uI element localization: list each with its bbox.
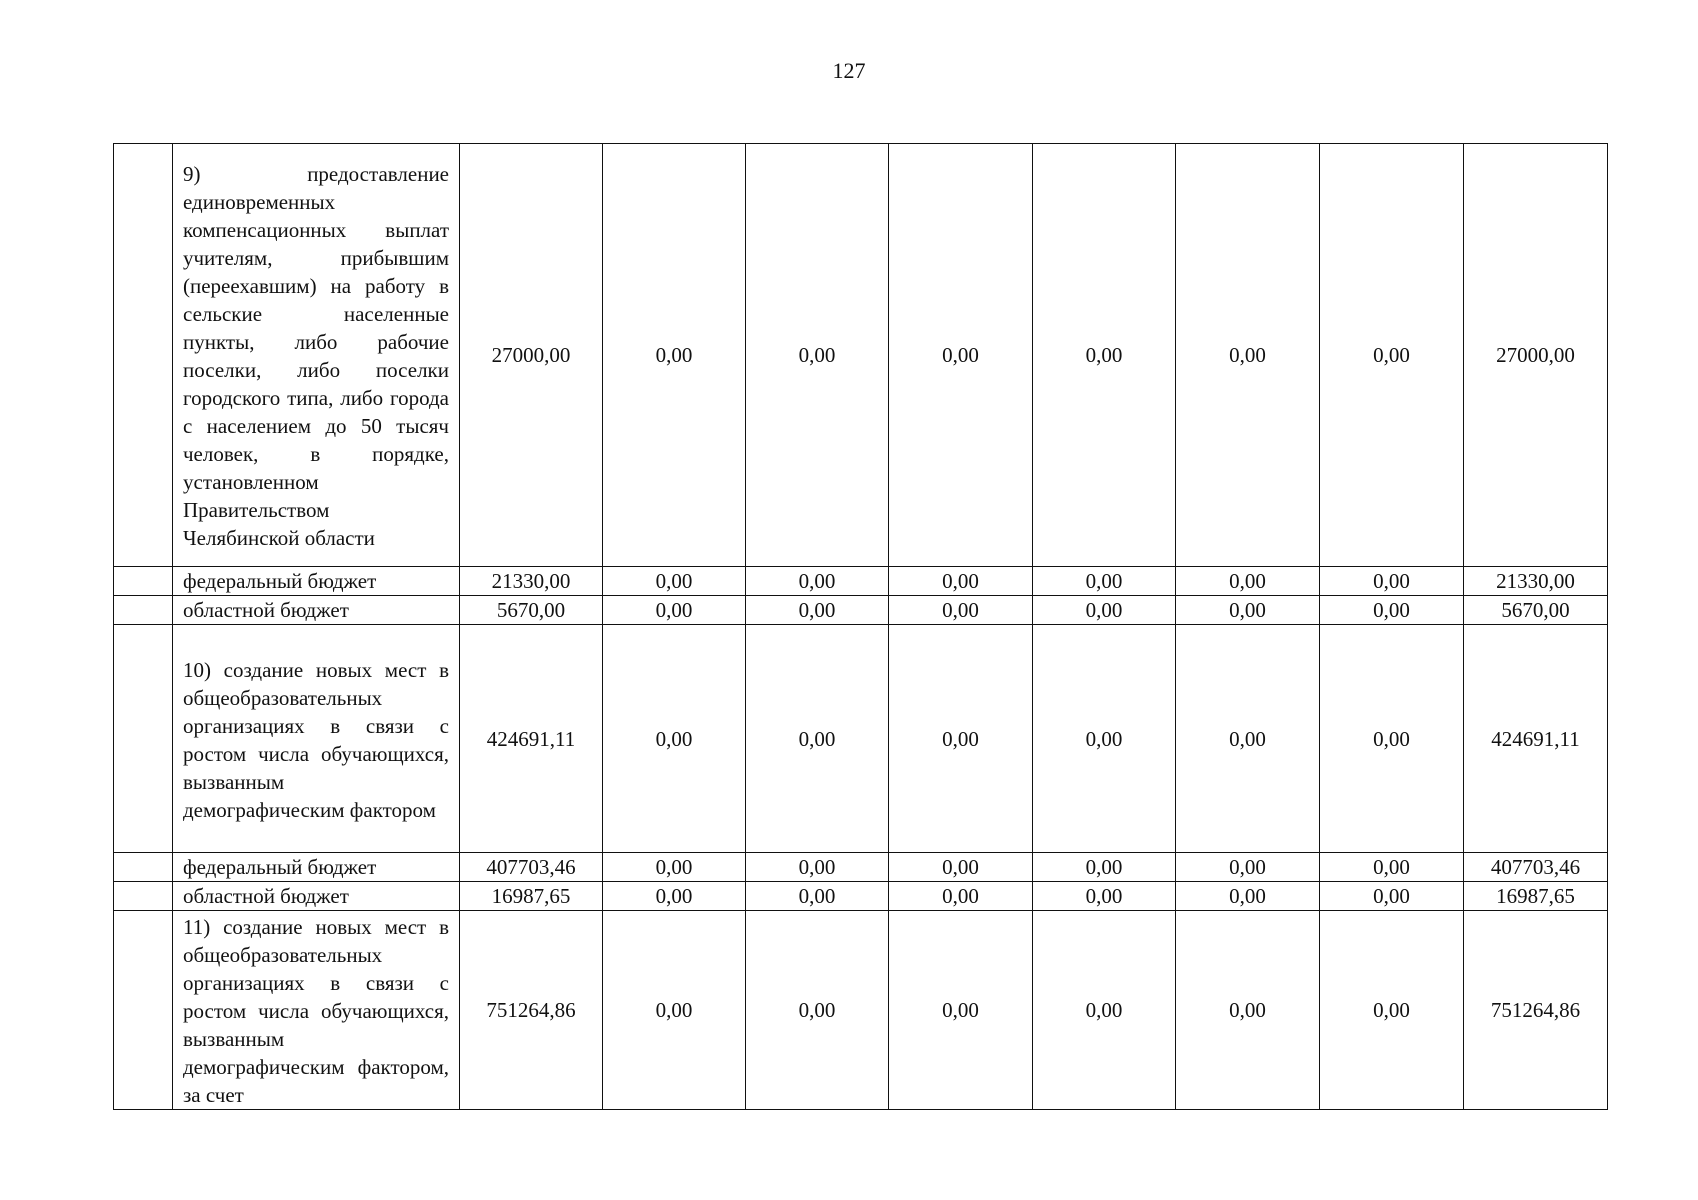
value-cell: 0,00 [746, 911, 889, 1110]
row-description-text: 10) создание новых мест в общеобразовательных организациях в связи с ростом числа обучающихся, вызванным демографическим фактором [183, 657, 449, 822]
total-cell: 21330,00 [1464, 567, 1608, 596]
value-cell: 0,00 [1033, 853, 1176, 882]
value-cell: 0,00 [603, 625, 746, 853]
total-cell: 5670,00 [1464, 596, 1608, 625]
budget-table [113, 143, 1608, 1110]
value-cell: 0,00 [1033, 625, 1176, 853]
total-cell: 424691,11 [1464, 625, 1608, 853]
value-cell: 0,00 [603, 567, 746, 596]
value-cell: 424691,11 [460, 625, 603, 853]
value-cell: 0,00 [889, 853, 1033, 882]
value-cell: 0,00 [603, 882, 746, 911]
value-cell: 0,00 [889, 882, 1033, 911]
row-description: федеральный бюджет [173, 853, 460, 882]
row-description-text: 9) предоставление единовременных компенсационных выплат учителям, прибывшим (переехавшим) на работу в сельские населенные пункты, либо рабочие поселки, либо поселки городского типа, либо города с населением до 50 тысяч человек, в порядке, установленном Правительством Челябинской области [183, 162, 449, 550]
number-cell [114, 625, 173, 853]
value-cell: 0,00 [889, 911, 1033, 1110]
value-cell: 0,00 [1320, 625, 1464, 853]
table-row [114, 625, 1608, 853]
number-cell [114, 144, 173, 567]
table-row [114, 882, 1608, 911]
value-cell: 0,00 [1033, 911, 1176, 1110]
value-cell: 0,00 [1033, 567, 1176, 596]
value-cell: 0,00 [1320, 567, 1464, 596]
value-cell: 27000,00 [460, 144, 603, 567]
value-cell: 0,00 [889, 144, 1033, 567]
value-cell: 0,00 [603, 144, 746, 567]
value-cell: 0,00 [746, 882, 889, 911]
row-description: областной бюджет [173, 882, 460, 911]
table-row [114, 144, 1608, 567]
row-description [173, 911, 460, 1110]
row-description: областной бюджет [173, 596, 460, 625]
value-cell: 0,00 [746, 144, 889, 567]
value-cell: 0,00 [1320, 144, 1464, 567]
value-cell: 0,00 [603, 596, 746, 625]
row-description-text: 11) создание новых мест в общеобразовательных организациях в связи с ростом числа обучающихся, вызванным демографическим фактором, за счет [183, 915, 449, 1107]
total-cell: 16987,65 [1464, 882, 1608, 911]
total-cell: 27000,00 [1464, 144, 1608, 567]
table-row [114, 567, 1608, 596]
value-cell: 0,00 [889, 625, 1033, 853]
value-cell: 0,00 [746, 567, 889, 596]
value-cell: 0,00 [746, 596, 889, 625]
row-description: федеральный бюджет [173, 567, 460, 596]
value-cell: 0,00 [1176, 567, 1320, 596]
value-cell: 0,00 [746, 853, 889, 882]
value-cell: 751264,86 [460, 911, 603, 1110]
number-cell [114, 853, 173, 882]
total-cell: 407703,46 [1464, 853, 1608, 882]
value-cell: 407703,46 [460, 853, 603, 882]
table-row [114, 911, 1608, 1110]
value-cell: 0,00 [1033, 596, 1176, 625]
value-cell: 0,00 [1033, 882, 1176, 911]
number-cell [114, 911, 173, 1110]
value-cell: 0,00 [889, 567, 1033, 596]
value-cell: 0,00 [889, 596, 1033, 625]
value-cell: 0,00 [1320, 853, 1464, 882]
value-cell: 0,00 [1176, 911, 1320, 1110]
value-cell: 0,00 [1176, 625, 1320, 853]
value-cell: 0,00 [1320, 911, 1464, 1110]
value-cell: 16987,65 [460, 882, 603, 911]
value-cell: 0,00 [1176, 144, 1320, 567]
value-cell: 0,00 [1176, 596, 1320, 625]
value-cell: 0,00 [603, 911, 746, 1110]
page-number: 127 [832, 58, 866, 83]
row-description [173, 625, 460, 853]
value-cell: 5670,00 [460, 596, 603, 625]
number-cell [114, 882, 173, 911]
total-cell: 751264,86 [1464, 911, 1608, 1110]
table-row [114, 596, 1608, 625]
value-cell: 0,00 [1033, 144, 1176, 567]
value-cell: 0,00 [1176, 882, 1320, 911]
value-cell: 21330,00 [460, 567, 603, 596]
row-description [173, 144, 460, 567]
value-cell: 0,00 [1320, 882, 1464, 911]
value-cell: 0,00 [603, 853, 746, 882]
value-cell: 0,00 [1320, 596, 1464, 625]
number-cell [114, 567, 173, 596]
number-cell [114, 596, 173, 625]
value-cell: 0,00 [746, 625, 889, 853]
value-cell: 0,00 [1176, 853, 1320, 882]
table-row [114, 853, 1608, 882]
